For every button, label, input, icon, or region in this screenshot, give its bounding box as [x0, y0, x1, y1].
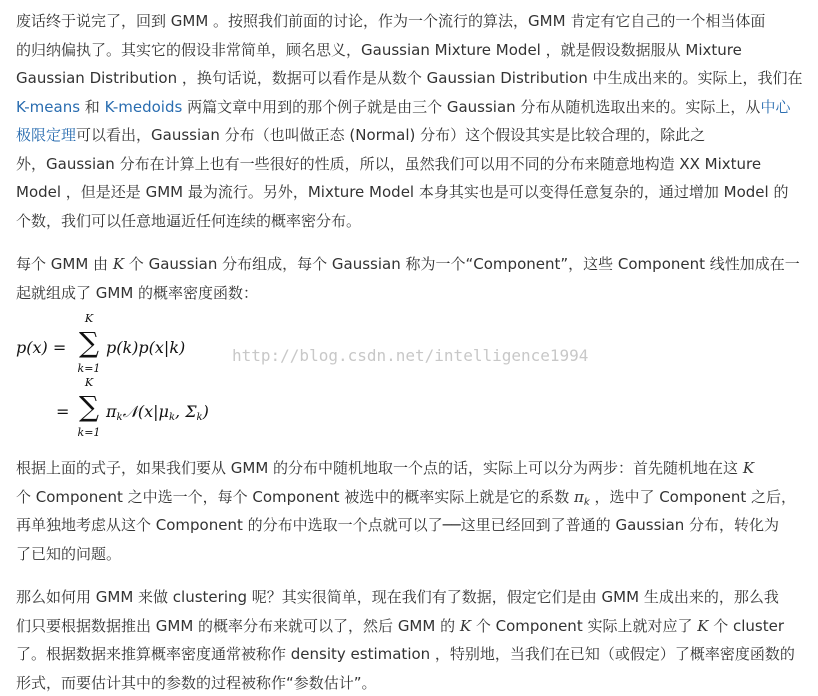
text-line: 那么如何用 GMM 来做 clustering 呢？其实很简单，现在我们有了数据，假定它们是由 GMM 生成出来的，那么我: [16, 588, 779, 606]
text-fragment: 们只要根据数据推出 GMM 的概率分布来就可以了，然后 GMM 的: [16, 616, 460, 635]
text-line: 了已知的问题。: [16, 544, 122, 563]
blog-watermark: http://blog.csdn.net/intelligence1994: [232, 346, 589, 365]
text-line: 外，Gaussian 分布在计算上也有一些很好的性质，所以，虽然我们可以用不同的分布来随意地构造 XX Mixture: [16, 154, 762, 173]
text-line: Gaussian Distribution ，换句话说，数据可以看作是从数个 Gaussian Distribution 中生成出来的。实际上，我们在: [16, 69, 803, 87]
sum-upper-limit: K: [84, 312, 94, 325]
subscript: k: [196, 412, 203, 423]
paragraph-gmm-intro: [16, 7, 806, 235]
formula-row-2: [56, 398, 69, 426]
sum-lower-limit: k=1: [77, 426, 101, 439]
text-fragment: 可以看出，Gaussian 分布（也叫做正态 (Normal) 分布）这个假设其实是比较合理的，除此之: [76, 126, 706, 144]
gmm-density-formula: [16, 312, 616, 446]
math-var-k: K: [459, 616, 472, 635]
text-line: 起就组成了 GMM 的概率密度函数：: [16, 283, 259, 302]
sigma-symbol: ∑: [79, 326, 99, 359]
central-limit-theorem-link-cont[interactable]: 极限定理: [16, 126, 77, 144]
equals-sign: =: [56, 402, 70, 421]
paragraph-sampling: [16, 454, 806, 568]
text-fragment: 个 Component 实际上就对应了: [471, 616, 698, 635]
math-var-k: K: [697, 616, 709, 635]
kmeans-link[interactable]: K-means: [16, 97, 81, 116]
sum-lower-limit: k=1: [77, 362, 101, 375]
subscript: k: [168, 412, 176, 423]
central-limit-theorem-link[interactable]: 中心: [760, 97, 791, 116]
formula-row-1: [16, 334, 66, 362]
text-line: [16, 483, 806, 512]
formula-term-2: [106, 398, 209, 426]
sum-upper-limit: K: [84, 376, 94, 389]
math-var-k: K: [112, 255, 125, 273]
text-fragment: 个 Component 之中选一个，每个 Component 被选中的概率实际上就是它的系数: [16, 487, 575, 506]
formula-lhs: p(x) =: [16, 338, 67, 357]
text-line: [16, 250, 806, 279]
text-line: [16, 612, 806, 641]
math-var-k: K: [742, 459, 755, 477]
paragraph-clustering: [16, 583, 806, 696]
text-line: 废话终于说完了，回到 GMM 。按照我们前面的讨论，作为一个流行的算法，GMM 肯定有它自己的一个相当体面: [16, 12, 766, 30]
subscript: k: [116, 412, 123, 423]
text-line: 个数，我们可以任意地逼近任何连续的概率密分布。: [16, 211, 362, 230]
sigma-symbol: ∑: [79, 390, 99, 423]
text-fragment: 个 Gaussian 分布组成，每个 Gaussian 称为一个“Component”，这些 Component 线性加成在一: [124, 255, 800, 273]
text-fragment: ，选中了 Component 之后，: [589, 487, 797, 506]
text-line: 了。根据数据来推算概率密度通常被称作 density estimation ，特别地，当我们在已知（或假定）了概率密度函数的: [16, 645, 795, 663]
text-line: [16, 93, 806, 122]
formula-term-text: , Σ: [175, 402, 197, 421]
paragraph-gmm-components: [16, 250, 806, 307]
formula-term-text: ): [202, 402, 209, 421]
text-fragment: 每个 GMM 由: [16, 255, 113, 273]
formula-term-text: p(k)p(x|k): [106, 338, 186, 357]
text-line: [16, 454, 806, 483]
formula-term-1: [106, 334, 185, 362]
formula-term-text: 𝒩(x|μ: [122, 402, 169, 421]
text-fragment: 根据上面的式子，如果我们要从 GMM 的分布中随机地取一个点的话，实际上可以分为两步：首先随机地在这: [16, 459, 743, 477]
kmedoids-link[interactable]: K-medoids: [104, 97, 183, 116]
text-line: Model ，但是还是 GMM 最为流行。另外，Mixture Model 本身其实也是可以变得任意复杂的，通过增加 Model 的: [16, 183, 789, 201]
text-fragment: 个 cluster: [708, 616, 785, 635]
subscript: k: [583, 496, 590, 508]
text-fragment: 两篇文章中用到的那个例子就是由三个 Gaussian 分布从随机选取出来的。实际上，从: [182, 97, 761, 116]
pi-symbol: π: [106, 402, 117, 421]
text-line: 的归纳偏执了。其实它的假设非常简单，顾名思义，Gaussian Mixture Model ，就是假设数据服从 Mixture: [16, 40, 742, 59]
text-line: [16, 121, 806, 150]
text-fragment: 和: [80, 97, 105, 116]
pi-symbol: π: [574, 487, 584, 506]
text-line: 形式，而要估计其中的参数的过程被称作“参数估计”。: [16, 673, 377, 692]
text-line: 再单独地考虑从这个 Component 的分布中选取一个点就可以了──这里已经回到了普通的 Gaussian 分布，转化为: [16, 516, 780, 534]
